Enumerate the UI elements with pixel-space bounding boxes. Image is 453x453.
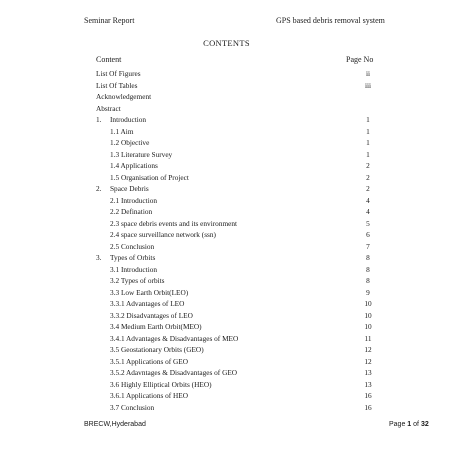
toc-entry-label: Introduction: [110, 115, 147, 124]
toc-entry-page: ii: [365, 69, 371, 78]
toc-entry-label: 1.3 Literature Survey: [110, 149, 173, 159]
toc-entry-number: 1.: [96, 115, 102, 124]
toc-entry-label: 3.5.1 Applications of GEO: [110, 356, 189, 366]
toc-entry: [0, 230, 453, 240]
toc-entry: [0, 184, 453, 194]
toc-entry-label: 1.4 Applications: [110, 161, 158, 170]
toc-entry-page: 1: [366, 126, 370, 136]
toc-entry-label: 3.5 Geostationary Orbits (GEO): [110, 345, 204, 354]
toc-entry-label: 3.4 Medium Earth Orbit(MEO): [110, 322, 202, 331]
toc-entry-page: 12: [364, 345, 372, 354]
toc-entry: [0, 242, 453, 252]
toc-entry-label: Types of Orbits: [110, 253, 156, 262]
column-header-content: Content: [96, 55, 122, 64]
toc-entry-page: 9: [366, 287, 370, 297]
toc-entry-label: 2.3 space debris events and its environment: [110, 218, 238, 228]
toc-entry-page: 10: [364, 322, 372, 331]
toc-entry: [0, 380, 453, 390]
toc-entry-label: 3.6 Highly Elliptical Orbits (HEO): [110, 379, 212, 389]
toc-entry-label: 3.3 Low Earth Orbit(LEO): [110, 287, 189, 297]
toc-entry: [0, 345, 453, 355]
toc-entry: [0, 150, 453, 160]
footer-left: BRECW,Hyderabad: [84, 421, 146, 428]
toc-entry-page: 16: [364, 402, 372, 412]
toc-entry-page: 13: [364, 368, 372, 377]
toc-entry-label: List Of Figures: [96, 69, 141, 78]
toc-entry-page: 4: [366, 195, 370, 205]
toc-entry-page: 4: [366, 207, 370, 216]
toc-entry-label: Acknowledgement: [96, 92, 152, 101]
toc-entry: [0, 104, 453, 114]
toc-entry-label: 2.5 Conclusion: [110, 241, 155, 251]
toc-entry: [0, 253, 453, 263]
toc-entry-page: 2: [366, 172, 370, 182]
toc-entry-label: Space Debris: [110, 184, 149, 193]
toc-entry-label: 3.1 Introduction: [110, 264, 158, 274]
header-left: Seminar Report: [84, 16, 135, 25]
toc-entry-number: 2.: [96, 184, 102, 193]
toc-entry: [0, 299, 453, 309]
toc-entry: [0, 196, 453, 206]
footer-page-mid: of: [411, 421, 421, 428]
toc-entry: [0, 219, 453, 229]
toc-entry-number: 3.: [96, 253, 102, 262]
toc-entry: [0, 69, 453, 79]
toc-entry-label: 1.1 Aim: [110, 126, 134, 136]
toc-entry: [0, 368, 453, 378]
toc-entry-label: 2.1 Introduction: [110, 195, 158, 205]
toc-entry: [0, 127, 453, 137]
toc-entry: [0, 322, 453, 332]
toc-entry-page: 8: [366, 264, 370, 274]
toc-entry-page: 12: [364, 356, 372, 366]
toc-entry-label: List Of Tables: [96, 80, 138, 90]
toc-entry: [0, 161, 453, 171]
toc-entry-label: 3.4.1 Advantages & Disadvantages of MEO: [110, 333, 239, 343]
toc-entry-label: 3.7 Conclusion: [110, 402, 155, 412]
toc-entry: [0, 138, 453, 148]
toc-entry-page: 6: [366, 230, 370, 239]
toc-entry: [0, 276, 453, 286]
toc-entry-page: iii: [364, 80, 372, 90]
toc-entry-page: 16: [364, 391, 372, 400]
toc-entry-page: 13: [364, 379, 372, 389]
toc-entry: [0, 81, 453, 91]
toc-entry-page: 8: [366, 253, 370, 262]
toc-entry-label: 3.6.1 Applications of HEO: [110, 391, 189, 400]
toc-entry-label: 2.4 space surveillance network (ssn): [110, 230, 216, 239]
toc-entry-page: 2: [366, 184, 370, 193]
toc-entry-label: Abstract: [96, 103, 121, 113]
toc-entry-page: 8: [366, 276, 370, 285]
toc-entry-label: 1.2 Objective: [110, 138, 150, 147]
toc-entry: [0, 311, 453, 321]
toc-entry-page: 5: [366, 218, 370, 228]
toc-entry-label: 3.2 Types of orbits: [110, 276, 165, 285]
footer-page-current: 1: [407, 421, 412, 428]
toc-entry: [0, 391, 453, 401]
toc-entry: [0, 288, 453, 298]
toc-entry: [0, 173, 453, 183]
toc-entry-page: 1: [366, 138, 370, 147]
toc-entry-page: 10: [364, 310, 372, 320]
toc-entry-label: 3.3.2 Disadvantages of LEO: [110, 310, 193, 320]
header-right: GPS based debris removal system: [276, 16, 385, 25]
toc-entry-label: 1.5 Organisation of Project: [110, 172, 189, 182]
toc-entry: [0, 334, 453, 344]
column-header-page: Page No: [346, 55, 374, 64]
toc-entry-page: 1: [366, 149, 370, 159]
toc-entry-page: 10: [364, 299, 372, 308]
toc-entry-page: 2: [366, 161, 370, 170]
toc-entry: [0, 265, 453, 275]
toc-entry-label: 2.2 Defination: [110, 207, 153, 216]
toc-entry-label: 3.3.1 Advantages of LEO: [110, 299, 185, 308]
footer-page-number: [389, 421, 429, 428]
toc-entry-label: 3.5.2 Adavntages & Disadvantages of GEO: [110, 368, 238, 377]
toc-entry: [0, 403, 453, 413]
page-title: CONTENTS: [203, 38, 250, 48]
toc-entry-page: 7: [366, 241, 370, 251]
footer-page-prefix: Page: [389, 421, 408, 428]
toc-entry-page: 1: [366, 115, 370, 124]
toc-entry: [0, 207, 453, 217]
toc-entry: [0, 92, 453, 102]
footer-page-total: 32: [420, 421, 429, 428]
toc-entry: [0, 357, 453, 367]
toc-entry: [0, 115, 453, 125]
toc-entry-page: 11: [364, 333, 372, 343]
